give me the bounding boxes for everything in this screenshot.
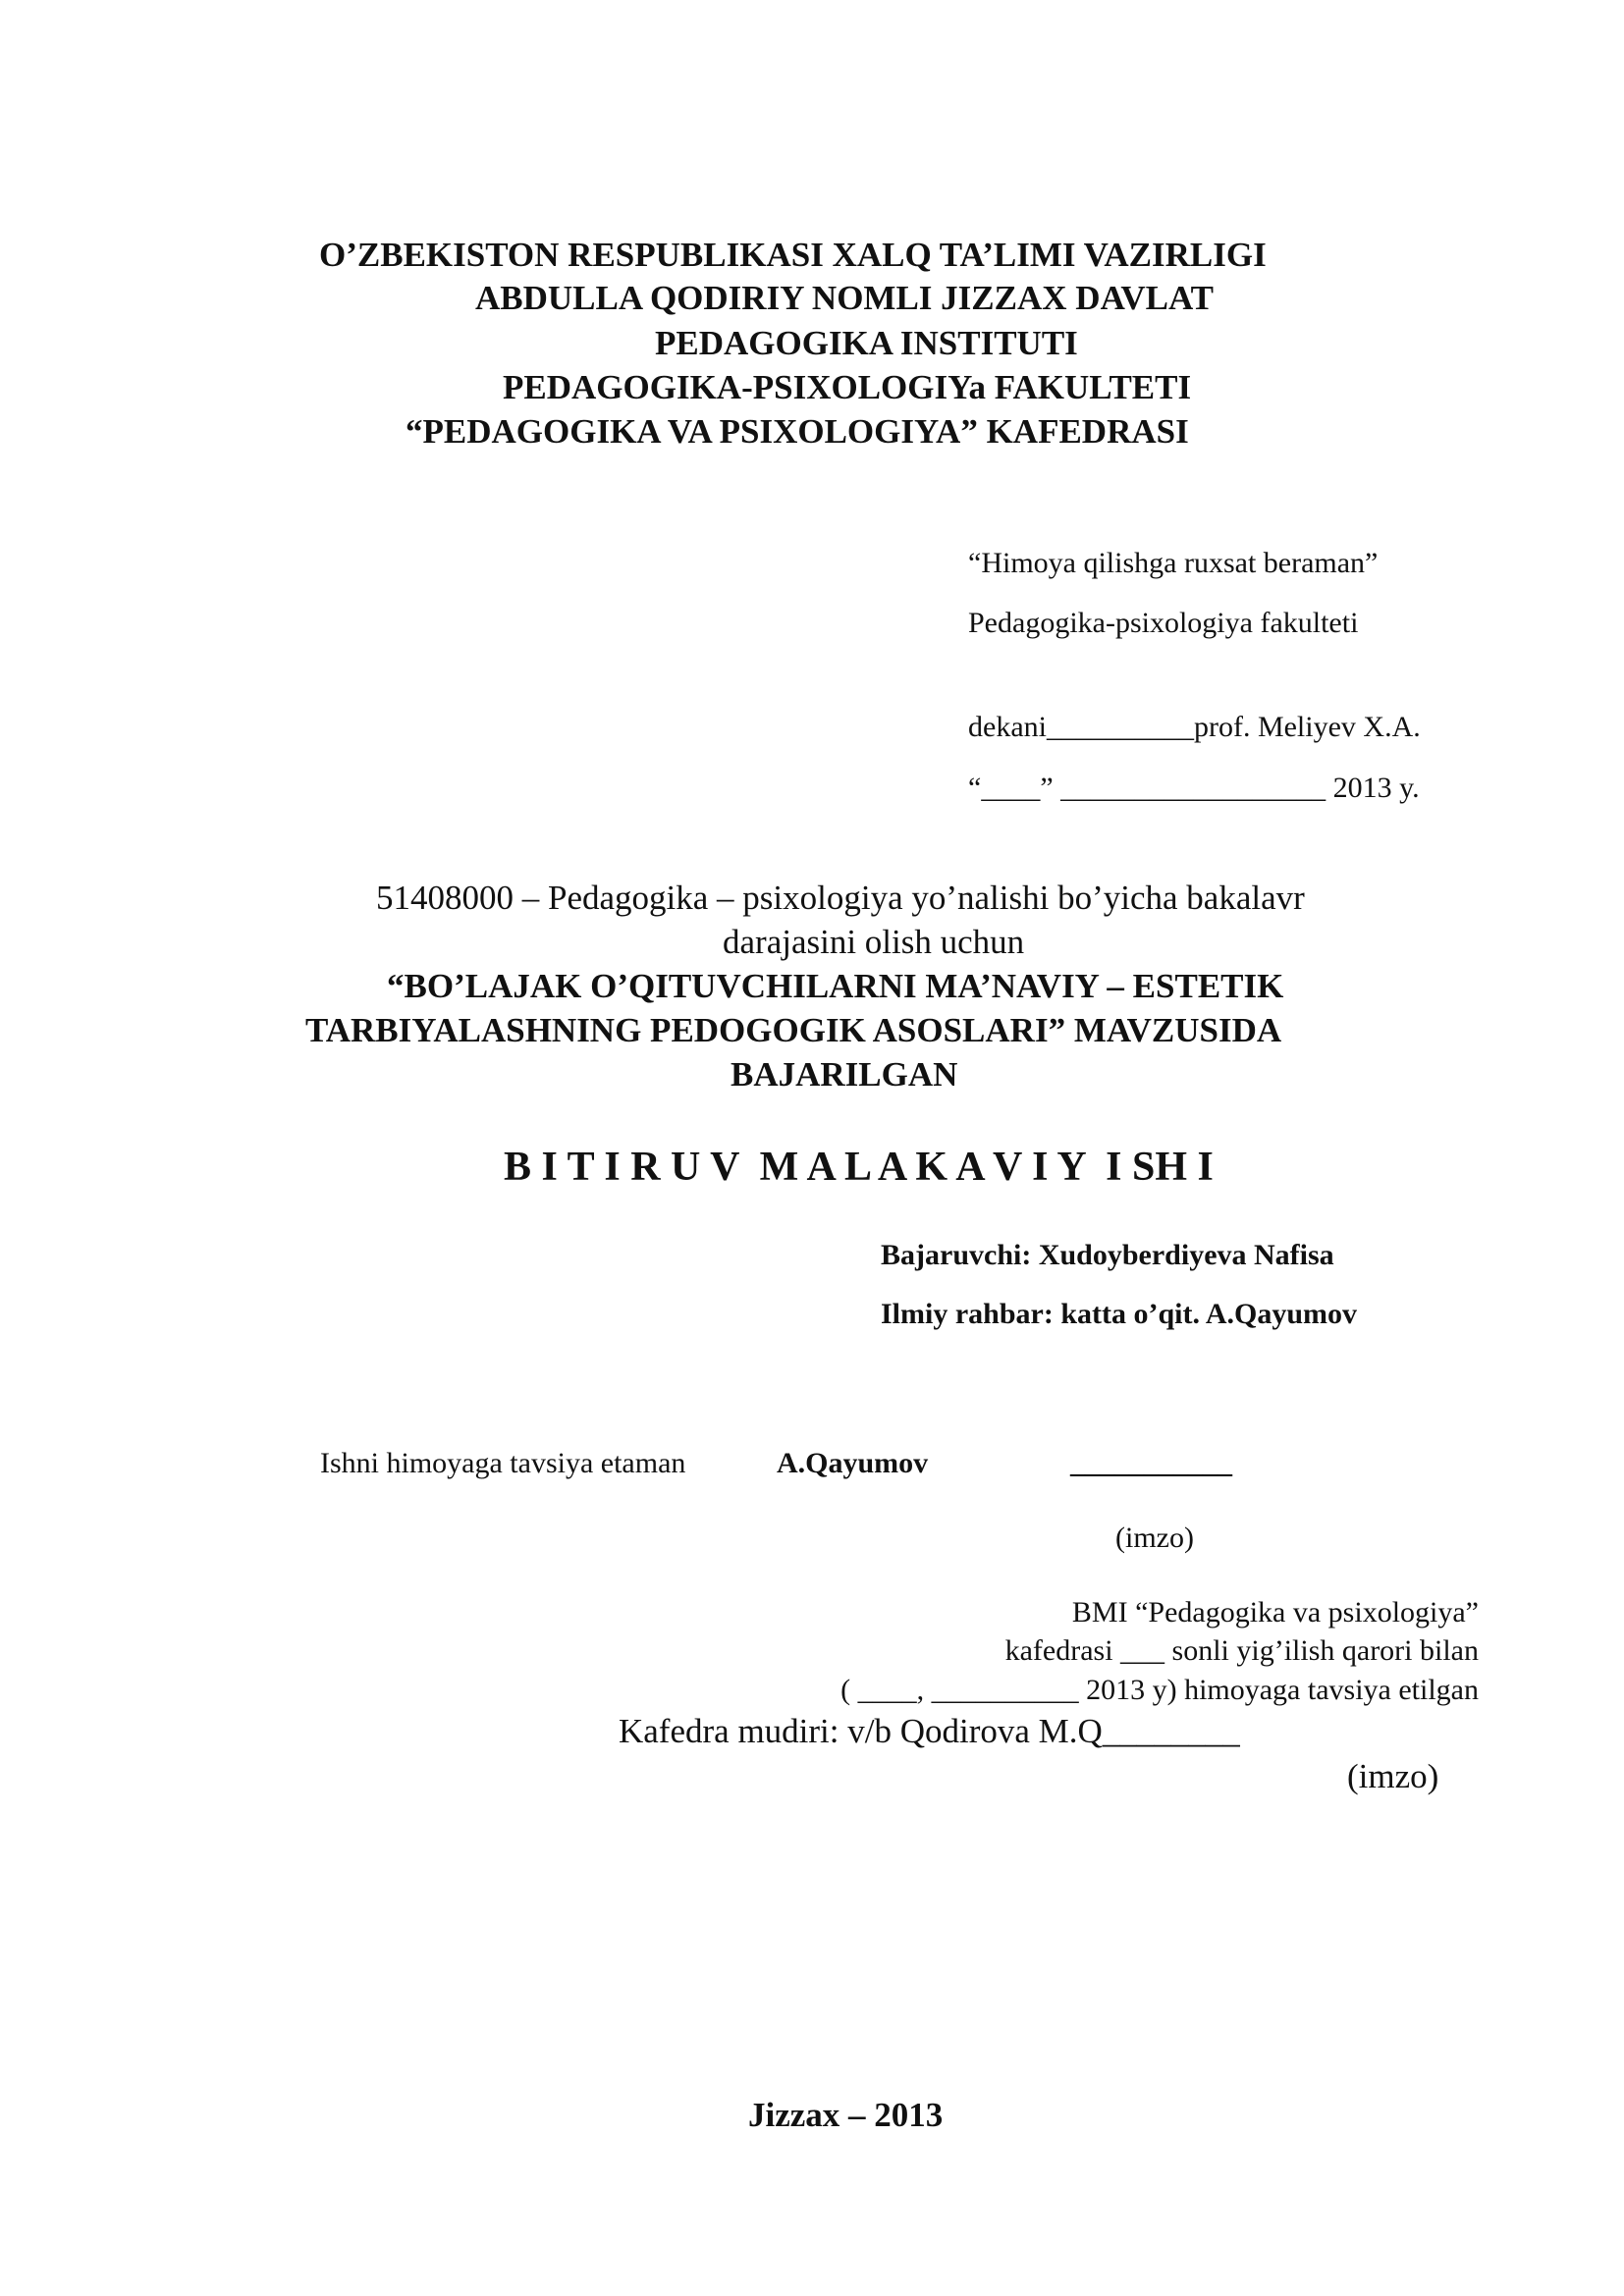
recommend-sign-caption: (imzo) xyxy=(1115,1522,1194,1554)
header-line-ministry: O’ZBEKISTON RESPUBLIKASI XALQ TA’LIMI VAZIRLIGI xyxy=(319,236,1267,274)
subject-degree-line-2: darajasini olish uchun xyxy=(723,923,1025,961)
department-line-2: kafedrasi ___ sonli yig’ilish qarori bilan xyxy=(1004,1634,1479,1667)
header-line-institute: PEDAGOGIKA INSTITUTI xyxy=(655,324,1078,362)
subject-topic-line-1: “BO’LAJAK O’QITUVCHILARNI MA’NAVIY – ESTETIK xyxy=(387,967,1284,1005)
approval-faculty: Pedagogika-psixologiya fakulteti xyxy=(968,607,1359,639)
subject-degree-line: 51408000 – Pedagogika – psixologiya yo’nalishi bo’yicha bakalavr xyxy=(376,879,1305,917)
department-head-sign: (imzo) xyxy=(1347,1757,1439,1795)
header-line-institute-name: ABDULLA QODIRIY NOMLI JIZZAX DAVLAT xyxy=(475,279,1214,317)
supervisor: Ilmiy rahbar: katta o’qit. A.Qayumov xyxy=(881,1298,1358,1330)
recommend-signature-line: ___________ xyxy=(1070,1447,1232,1479)
work-title: B I T I R U V M A L A K A V I Y I SH I xyxy=(504,1145,1214,1190)
header-line-faculty: PEDAGOGIKA-PSIXOLOGIYa FAKULTETI xyxy=(503,368,1192,406)
footer-city-year: Jizzax – 2013 xyxy=(748,2096,944,2134)
department-line-1: BMI “Pedagogika va psixologiya” xyxy=(1071,1596,1479,1629)
recommend-name: A.Qayumov xyxy=(777,1447,929,1479)
executor: Bajaruvchi: Xudoyberdiyeva Nafisa xyxy=(881,1239,1334,1271)
department-line-3: ( ____, __________ 2013 y) himoyaga tavsiya etilgan xyxy=(840,1674,1479,1706)
approval-permit: “Himoya qilishga ruxsat beraman” xyxy=(968,547,1379,579)
department-head: Kafedra mudiri: v/b Qodirova M.Q________ xyxy=(619,1712,1240,1750)
recommend-label: Ishni himoyaga tavsiya etaman xyxy=(320,1447,686,1479)
header-line-department: “PEDAGOGIKA VA PSIXOLOGIYA” KAFEDRASI xyxy=(406,412,1189,451)
subject-topic-line-3: BAJARILGAN xyxy=(731,1055,958,1094)
approval-date: “____” __________________ 2013 y. xyxy=(968,772,1420,804)
subject-topic-line-2: TARBIYALASHNING PEDOGOGIK ASOSLARI” MAVZUSIDA xyxy=(305,1011,1282,1049)
approval-dean: dekani__________prof. Meliyev X.A. xyxy=(968,711,1421,743)
